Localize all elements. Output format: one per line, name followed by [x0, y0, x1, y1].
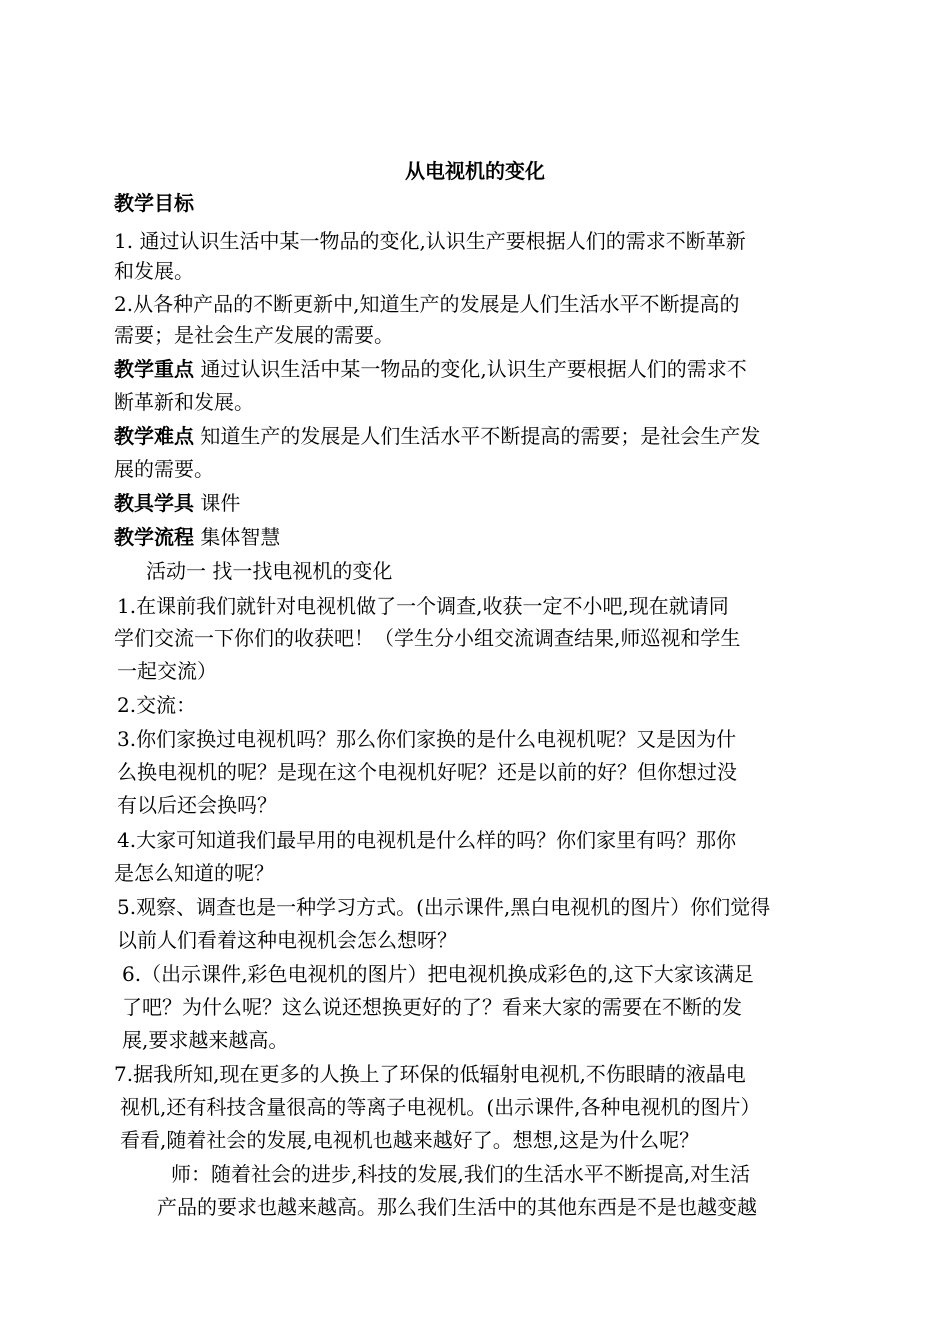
- step-7-line-3: 看看,随着社会的发展,电视机也越来越好了。想想,这是为什么呢？: [120, 1128, 700, 1152]
- step-5-line-2: 以前人们看着这种电视机会怎么想呀？: [117, 928, 457, 952]
- focus-text: 通过认识生活中某一物品的变化,认识生产要根据人们的需求不: [200, 357, 747, 381]
- teacher-line-2: 产品的要求也越来越高。那么我们生活中的其他东西是不是也越变越: [157, 1195, 757, 1219]
- step-1-line-3: 一起交流）: [117, 659, 217, 683]
- objective-1-line-2: 和发展。: [114, 259, 194, 283]
- step-4-line-2: 是怎么知道的呢？: [114, 861, 274, 885]
- step-3-line-1: 3.你们家换过电视机吗？那么你们家换的是什么电视机呢？又是因为什: [117, 727, 737, 751]
- step-4-line-1: 4.大家可知道我们最早用的电视机是什么样的吗？你们家里有吗？那你: [117, 828, 737, 852]
- step-6-line-1: 6.（出示课件,彩色电视机的图片）把电视机换成彩色的,这下大家该满足: [122, 962, 754, 986]
- activity-heading: 活动一 找一找电视机的变化: [146, 559, 393, 583]
- focus-heading: 教学重点: [114, 357, 194, 381]
- difficulty-line-2: 展的需要。: [114, 457, 214, 481]
- process-heading: 教学流程: [114, 525, 194, 549]
- objective-2-line-2: 需要；是社会生产发展的需要。: [114, 323, 394, 347]
- tools-line: [114, 490, 240, 516]
- difficulty-heading: 教学难点: [114, 424, 194, 448]
- document-title: 从电视机的变化: [405, 159, 545, 183]
- difficulty-line-1: [114, 423, 760, 449]
- step-7-line-2: 视机,还有科技含量很高的等离子电视机。(出示课件,各种电视机的图片）: [120, 1095, 761, 1119]
- tools-value: 课件: [200, 491, 241, 515]
- process-value: 集体智慧: [200, 525, 281, 549]
- teacher-line-1: 师：随着社会的进步,科技的发展,我们的生活水平不断提高,对生活: [171, 1162, 751, 1186]
- focus-line-2: 断革新和发展。: [114, 390, 254, 414]
- objective-1-line-1: 1. 通过认识生活中某一物品的变化,认识生产要根据人们的需求不断革新: [114, 229, 746, 253]
- process-line: [114, 524, 280, 550]
- step-6-line-2: 了吧？为什么呢？这么说还想换更好的了？看来大家的需要在不断的发: [122, 995, 742, 1019]
- step-3-line-2: 么换电视机的呢？是现在这个电视机好呢？还是以前的好？但你想过没: [117, 760, 737, 784]
- step-6-line-3: 展,要求越来越高。: [122, 1028, 289, 1052]
- objective-2-line-1: 2.从各种产品的不断更新中,知道生产的发展是人们生活水平不断提高的: [114, 292, 740, 316]
- objectives-heading: 教学目标: [114, 191, 194, 215]
- focus-line-1: [114, 356, 747, 382]
- step-1-line-1: 1.在课前我们就针对电视机做了一个调查,收获一定不小吧,现在就请同: [117, 594, 729, 618]
- tools-heading: 教具学具: [114, 491, 194, 515]
- step-2: 2.交流：: [117, 693, 197, 717]
- step-3-line-3: 有以后还会换吗？: [117, 793, 277, 817]
- difficulty-text: 知道生产的发展是人们生活水平不断提高的需要；是社会生产发: [200, 424, 761, 448]
- step-7-line-1: 7.据我所知,现在更多的人换上了环保的低辐射电视机,不伤眼睛的液晶电: [114, 1062, 746, 1086]
- step-1-line-2: 学们交流一下你们的收获吧！（学生分小组交流调查结果,师巡视和学生: [114, 626, 741, 650]
- step-5-line-1: 5.观察、调查也是一种学习方式。(出示课件,黑白电视机的图片）你们觉得: [117, 895, 771, 919]
